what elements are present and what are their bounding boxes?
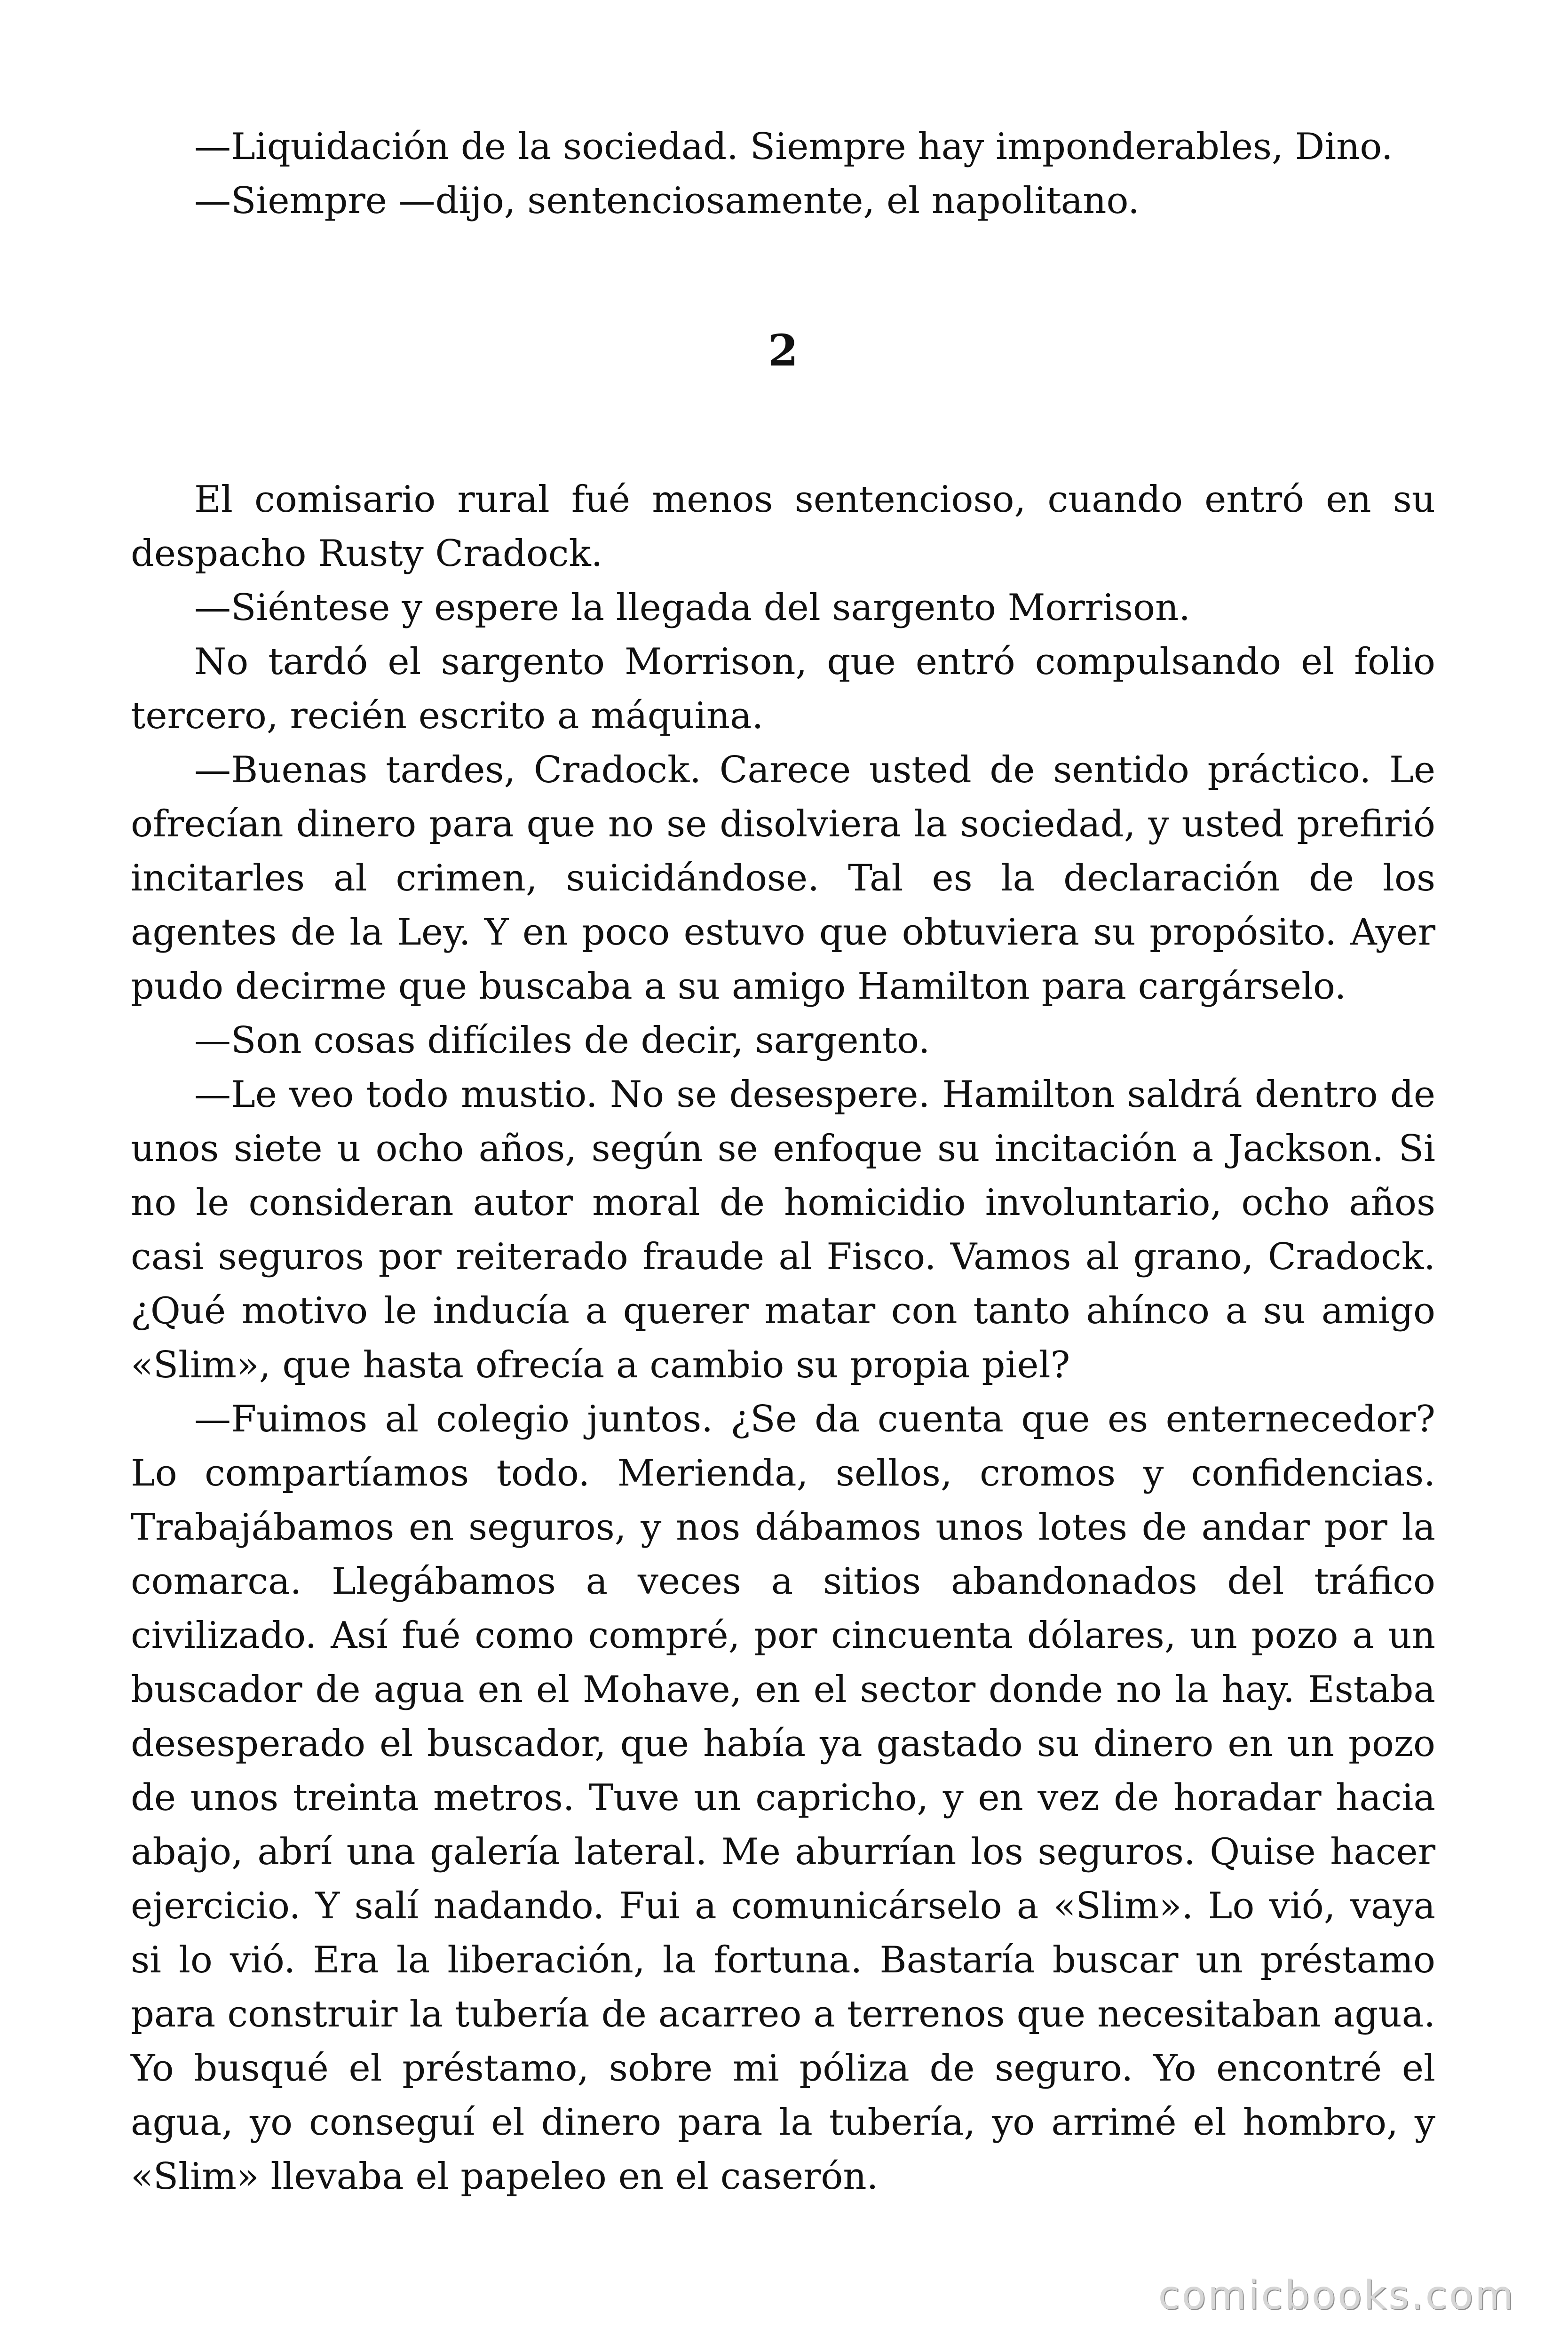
book-page [131,120,1435,2204]
paragraph: —Fuimos al colegio juntos. ¿Se da cuenta que es enternecedor? Lo compartíamos todo. Merienda, sellos, cromos y confidencias. Trabajábamos en seguros, y nos dábamos unos lotes de andar por la comarca. Llegábamos a veces a sitios abandonados del tráfico civilizado. Así fué como compré, por cincuenta dólares, un pozo a un buscador de agua en el Mohave, en el sector donde no la hay. Estaba desesperado el buscador, que había ya gastado su dinero en un pozo de unos treinta metros. Tuve un capricho, y en vez de horadar hacia abajo, abrí una galería lateral. Me aburrían los seguros. Quise hacer ejercicio. Y salí nadando. Fui a comunicárselo a «Slim». Lo vió, vaya si lo vió. Era la liberación, la fortuna. Bastaría buscar un préstamo para construir la tubería de acarreo a terrenos que necesitaban agua. Yo busqué el préstamo, sobre mi póliza de seguro. Yo encontré el agua, yo conseguí el dinero para la tubería, yo arrimé el hombro, y «Slim» llevaba el papeleo en el caserón. [131,1398,1435,2198]
dialogue-line: —Liquidación de la sociedad. Siempre hay imponderables, Dino. [194,126,1393,168]
paragraph: —Son cosas difíciles de decir, sargento. [194,1019,930,1062]
paragraph: —Buenas tardes, Cradock. Carece usted de sentido práctico. Le ofrecían dinero para que no se disolviera la sociedad, y usted prefirió incitarles al crimen, suicidándose. Tal es la declaración de los agentes de la Ley. Y en poco estuvo que obtuviera su propósito. Ayer pudo decirme que buscaba a su amigo Hamilton para cargárselo. [131,749,1435,1008]
dialogue-line: —Siempre —dijo, sentenciosamente, el napolitano. [194,180,1140,222]
paragraph: El comisario rural fué menos sentencioso, cuando entró en su despacho Rusty Cradock. [131,478,1435,575]
chapter-number: 2 [768,325,798,376]
paragraph: —Le veo todo mustio. No se desespere. Hamilton saldrá dentro de unos siete u ocho años, según se enfoque su incitación a Jackson. Si no le consideran autor moral de homicidio involuntario, ocho años casi seguros por reiterado fraude al Fisco. Vamos al grano, Cradock. ¿Qué motivo le inducía a querer matar con tanto ahínco a su amigo «Slim», que hasta ofrecía a cambio su propia piel? [131,1073,1435,1386]
paragraph: —Siéntese y espere la llegada del sargento Morrison. [194,587,1191,629]
paragraph: No tardó el sargento Morrison, que entró compulsando el folio tercero, recién escrito a máquina. [131,641,1435,737]
site-watermark: comicbooks.com [1158,2272,1515,2318]
